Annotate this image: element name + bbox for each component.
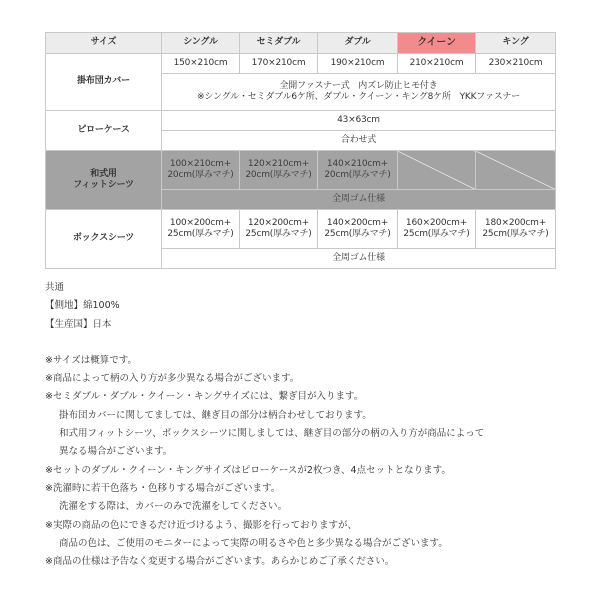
box-size-single-l1: 100×200cm+: [169, 217, 232, 228]
wafit-label-line2: フィットシーツ: [73, 180, 134, 190]
wafit-size-double: [318, 151, 398, 190]
wafit-size-single-l2: 20cm(厚みマチ): [167, 170, 234, 180]
kakebuton-size-single: 150×210cm: [162, 54, 240, 74]
pillow-note: 合わせ式: [162, 131, 556, 151]
header-row: [46, 33, 556, 54]
note-10: ※実際の商品の色にできるだけ近づけるよう、撮影を行っておりますが、: [45, 519, 357, 531]
wafit-note: 全周ゴム仕様: [162, 190, 556, 210]
kakebuton-size-row: [46, 54, 556, 74]
note-9: 洗濯をする際は、カバーのみで洗濯をしてください。: [59, 501, 288, 513]
common-title: 共通: [45, 282, 65, 293]
wafit-size-semi-double: [240, 151, 318, 190]
note-3: ※セミダブル・ダブル・クイーン・キングサイズには、繋ぎ目が入ります。: [45, 391, 364, 403]
note-6: 異なる場合がございます。: [59, 446, 173, 458]
kakebuton-size-king: 230×210cm: [476, 54, 556, 74]
wafit-size-double-l2: 20cm(厚みマチ): [324, 170, 391, 180]
kakebuton-note-line2: ※シングル・セミダブル6ケ所、ダブル・クイーン・キング8ケ所 YKKファスナー: [197, 92, 520, 102]
box-note: 全周ゴム仕様: [162, 249, 556, 269]
box-size-king: [476, 210, 556, 249]
header-double: ダブル: [318, 33, 398, 54]
note-7: ※セットのダブル・クイーン・キングサイズはピローケースが2枚つき、4点セットとなります。: [45, 464, 451, 476]
wafit-size-semi-double-l1: 120×210cm+: [247, 158, 310, 169]
box-size-double-l1: 140×200cm+: [326, 217, 389, 228]
product-notes: [45, 279, 585, 571]
box-label: ボックスシーツ: [46, 210, 162, 269]
size-spec-table: [45, 32, 556, 269]
note-4: 掛布団カバーに関してましては、継ぎ目の部分は柄合わせしております。: [59, 409, 372, 421]
pillow-label: ピローケース: [46, 111, 162, 151]
header-semi-double: セミダブル: [240, 33, 318, 54]
box-size-king-l2: 25cm(厚みマチ): [482, 229, 549, 239]
wafit-size-semi-double-l2: 20cm(厚みマチ): [245, 170, 312, 180]
box-size-queen-l1: 160×200cm+: [405, 217, 468, 228]
box-size-king-l1: 180×200cm+: [484, 217, 547, 228]
note-5: 和式用フィットシーツ、ボックスシーツに関しましては、継ぎ目の部分の柄の入り方が商品によって: [59, 428, 485, 440]
note-1: ※サイズは概算です。: [45, 354, 137, 366]
box-size-queen: [398, 210, 476, 249]
header-king: キング: [476, 33, 556, 54]
common-fabric: 【側地】綿100%: [45, 300, 120, 312]
wafit-king-not-available: [476, 151, 556, 190]
header-size: サイズ: [46, 33, 162, 54]
box-size-double: [318, 210, 398, 249]
box-size-row: [46, 210, 556, 249]
note-12: ※商品の仕様は予告なく変更する場合がございます。あらかじめご了承ください。: [45, 556, 395, 568]
pillow-size: 43×63cm: [162, 111, 556, 131]
kakebuton-size-double: 190×210cm: [318, 54, 398, 74]
box-size-single-l2: 25cm(厚みマチ): [167, 229, 234, 239]
note-11: 商品の色は、ご使用のモニターによって実際の明るさや色と多少異なる場合がございます。: [59, 537, 448, 549]
wafit-size-double-l1: 140×210cm+: [326, 158, 389, 169]
kakebuton-note: [162, 74, 556, 111]
header-queen: クイーン: [398, 33, 476, 54]
common-origin: 【生産国】日本: [45, 318, 112, 330]
box-size-semi-double: [240, 210, 318, 249]
wafit-size-row: [46, 151, 556, 190]
kakebuton-size-semi-double: 170×210cm: [240, 54, 318, 74]
pillow-size-row: [46, 111, 556, 131]
box-size-single: [162, 210, 240, 249]
wafit-size-single: [162, 151, 240, 190]
wafit-queen-not-available: [398, 151, 476, 190]
box-size-double-l2: 25cm(厚みマチ): [324, 229, 391, 239]
header-single: シングル: [162, 33, 240, 54]
kakebuton-label: 掛布団カバー: [46, 54, 162, 111]
box-size-semi-double-l2: 25cm(厚みマチ): [245, 229, 312, 239]
kakebuton-note-line1: 全開ファスナー式 内ズレ防止ヒモ付き: [279, 80, 438, 91]
kakebuton-size-queen: 210×210cm: [398, 54, 476, 74]
box-size-queen-l2: 25cm(厚みマチ): [403, 229, 470, 239]
wafit-size-single-l1: 100×210cm+: [169, 158, 232, 169]
wafit-label-line1: 和式用: [90, 168, 117, 179]
box-size-semi-double-l1: 120×200cm+: [247, 217, 310, 228]
note-2: ※商品によって柄の入り方が多少異なる場合がございます。: [45, 373, 300, 385]
note-8: ※洗濯時に若干色落ち・色移りする場合がございます。: [45, 482, 281, 494]
wafit-label: [46, 151, 162, 210]
